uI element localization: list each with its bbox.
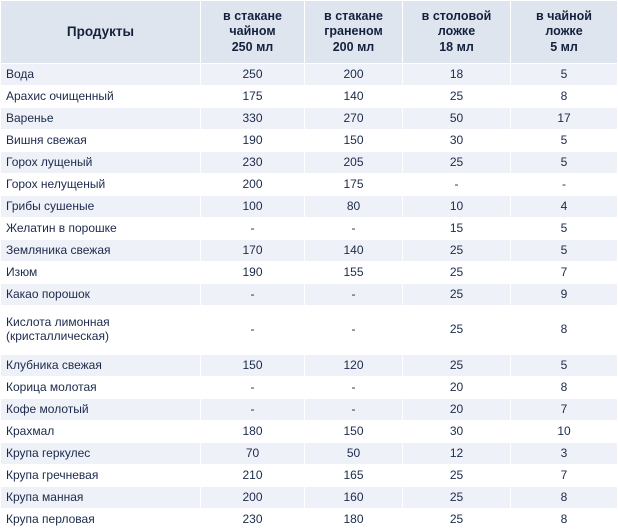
table-row	[1, 355, 618, 377]
cell-tablespoon-18: 25	[403, 86, 511, 108]
cell-faceted-glass-200: -	[305, 284, 403, 306]
table-row	[1, 240, 618, 262]
cell-teaspoon-5: 5	[511, 355, 618, 377]
column-header-tea-glass-250: в стакане чайном 250 мл	[201, 1, 305, 64]
cell-teaspoon-5: -	[511, 174, 618, 196]
cell-tea-glass-250: -	[201, 284, 305, 306]
header-row	[1, 1, 618, 64]
cell-tablespoon-18: 25	[403, 240, 511, 262]
cell-product-name: Грибы сушеные	[1, 196, 201, 218]
cell-tablespoon-18: 12	[403, 443, 511, 465]
cell-teaspoon-5: 5	[511, 64, 618, 86]
table-row	[1, 487, 618, 509]
cell-teaspoon-5: 5	[511, 130, 618, 152]
table-body	[1, 64, 618, 531]
cell-teaspoon-5: 4	[511, 196, 618, 218]
table-row	[1, 152, 618, 174]
cell-tea-glass-250: 210	[201, 465, 305, 487]
cell-teaspoon-5: 8	[511, 306, 618, 355]
table-row	[1, 306, 618, 355]
table-row	[1, 399, 618, 421]
cell-product-name: Изюм	[1, 262, 201, 284]
table-row	[1, 262, 618, 284]
cell-faceted-glass-200: 270	[305, 108, 403, 130]
cell-faceted-glass-200: 50	[305, 443, 403, 465]
cell-faceted-glass-200: 140	[305, 86, 403, 108]
cell-tablespoon-18: 50	[403, 108, 511, 130]
cell-product-name: Корица молотая	[1, 377, 201, 399]
cell-faceted-glass-200: 165	[305, 465, 403, 487]
column-header-faceted-glass-200: в стакане граненом 200 мл	[305, 1, 403, 64]
cell-tea-glass-250: -	[201, 377, 305, 399]
cell-product-name: Какао порошок	[1, 284, 201, 306]
cell-tea-glass-250: 100	[201, 196, 305, 218]
table-row	[1, 509, 618, 531]
table-row	[1, 108, 618, 130]
cell-teaspoon-5: 7	[511, 465, 618, 487]
cell-product-name: Крупа манная	[1, 487, 201, 509]
cell-tablespoon-18: 30	[403, 421, 511, 443]
cell-tablespoon-18: 18	[403, 64, 511, 86]
cell-tablespoon-18: 10	[403, 196, 511, 218]
cell-tea-glass-250: -	[201, 218, 305, 240]
table-row	[1, 284, 618, 306]
cell-tablespoon-18: 30	[403, 130, 511, 152]
cell-tea-glass-250: 250	[201, 64, 305, 86]
cell-teaspoon-5: 8	[511, 86, 618, 108]
cell-faceted-glass-200: -	[305, 399, 403, 421]
table-row	[1, 130, 618, 152]
cell-teaspoon-5: 7	[511, 262, 618, 284]
cell-teaspoon-5: 8	[511, 509, 618, 531]
column-header-product: Продукты	[1, 1, 201, 64]
cell-tea-glass-250: 175	[201, 86, 305, 108]
cell-tablespoon-18: 25	[403, 509, 511, 531]
cell-teaspoon-5: 8	[511, 377, 618, 399]
cell-teaspoon-5: 5	[511, 218, 618, 240]
cell-tablespoon-18: -	[403, 174, 511, 196]
cell-product-name: Клубника свежая	[1, 355, 201, 377]
cell-tea-glass-250: 150	[201, 355, 305, 377]
cell-faceted-glass-200: 155	[305, 262, 403, 284]
cell-faceted-glass-200: 205	[305, 152, 403, 174]
cell-faceted-glass-200: 175	[305, 174, 403, 196]
cell-faceted-glass-200: 150	[305, 421, 403, 443]
cell-tea-glass-250: 200	[201, 487, 305, 509]
cell-product-name: Горох нелущеный	[1, 174, 201, 196]
cell-tablespoon-18: 25	[403, 465, 511, 487]
cell-faceted-glass-200: -	[305, 218, 403, 240]
cell-tea-glass-250: 330	[201, 108, 305, 130]
cell-teaspoon-5: 5	[511, 152, 618, 174]
cell-faceted-glass-200: 80	[305, 196, 403, 218]
cell-product-name: Кислота лимонная (кристаллическая)	[1, 306, 201, 355]
cell-teaspoon-5: 9	[511, 284, 618, 306]
cell-teaspoon-5: 8	[511, 487, 618, 509]
cell-tablespoon-18: 25	[403, 262, 511, 284]
cell-product-name: Желатин в порошке	[1, 218, 201, 240]
table-row	[1, 377, 618, 399]
cell-tea-glass-250: 230	[201, 509, 305, 531]
table-row	[1, 196, 618, 218]
cell-faceted-glass-200: 120	[305, 355, 403, 377]
cell-product-name: Крупа гречневая	[1, 465, 201, 487]
cell-teaspoon-5: 5	[511, 240, 618, 262]
cell-product-name: Арахис очищенный	[1, 86, 201, 108]
cell-tablespoon-18: 20	[403, 399, 511, 421]
table-row	[1, 86, 618, 108]
cell-tea-glass-250: 200	[201, 174, 305, 196]
cell-tea-glass-250: 190	[201, 262, 305, 284]
cell-product-name: Вода	[1, 64, 201, 86]
cell-tea-glass-250: 70	[201, 443, 305, 465]
cell-product-name: Варенье	[1, 108, 201, 130]
cell-product-name: Горох лущеный	[1, 152, 201, 174]
cell-tea-glass-250: -	[201, 306, 305, 355]
cell-product-name: Земляника свежая	[1, 240, 201, 262]
cell-teaspoon-5: 17	[511, 108, 618, 130]
cell-tablespoon-18: 15	[403, 218, 511, 240]
cell-tablespoon-18: 25	[403, 284, 511, 306]
table-row	[1, 218, 618, 240]
table-row	[1, 174, 618, 196]
cell-tablespoon-18: 20	[403, 377, 511, 399]
column-header-tablespoon-18: в столовой ложке 18 мл	[403, 1, 511, 64]
cell-tablespoon-18: 25	[403, 306, 511, 355]
cell-tea-glass-250: -	[201, 399, 305, 421]
cell-teaspoon-5: 10	[511, 421, 618, 443]
cell-teaspoon-5: 3	[511, 443, 618, 465]
table-header	[1, 1, 618, 64]
cell-faceted-glass-200: 160	[305, 487, 403, 509]
cell-tea-glass-250: 190	[201, 130, 305, 152]
cell-faceted-glass-200: 200	[305, 64, 403, 86]
table-row	[1, 465, 618, 487]
cell-product-name: Кофе молотый	[1, 399, 201, 421]
cell-tea-glass-250: 180	[201, 421, 305, 443]
cell-teaspoon-5: 7	[511, 399, 618, 421]
cell-tablespoon-18: 25	[403, 355, 511, 377]
cell-tea-glass-250: 170	[201, 240, 305, 262]
cell-tablespoon-18: 25	[403, 487, 511, 509]
cell-product-name: Крупа перловая	[1, 509, 201, 531]
cell-faceted-glass-200: 150	[305, 130, 403, 152]
column-header-teaspoon-5: в чайной ложке 5 мл	[511, 1, 618, 64]
cell-tablespoon-18: 25	[403, 152, 511, 174]
table-row	[1, 64, 618, 86]
cell-faceted-glass-200: -	[305, 306, 403, 355]
cell-product-name: Крахмал	[1, 421, 201, 443]
cell-product-name: Вишня свежая	[1, 130, 201, 152]
table-row	[1, 421, 618, 443]
table-row	[1, 443, 618, 465]
cell-faceted-glass-200: 140	[305, 240, 403, 262]
cell-product-name: Крупа геркулес	[1, 443, 201, 465]
cell-tea-glass-250: 230	[201, 152, 305, 174]
cell-faceted-glass-200: -	[305, 377, 403, 399]
cell-faceted-glass-200: 180	[305, 509, 403, 531]
